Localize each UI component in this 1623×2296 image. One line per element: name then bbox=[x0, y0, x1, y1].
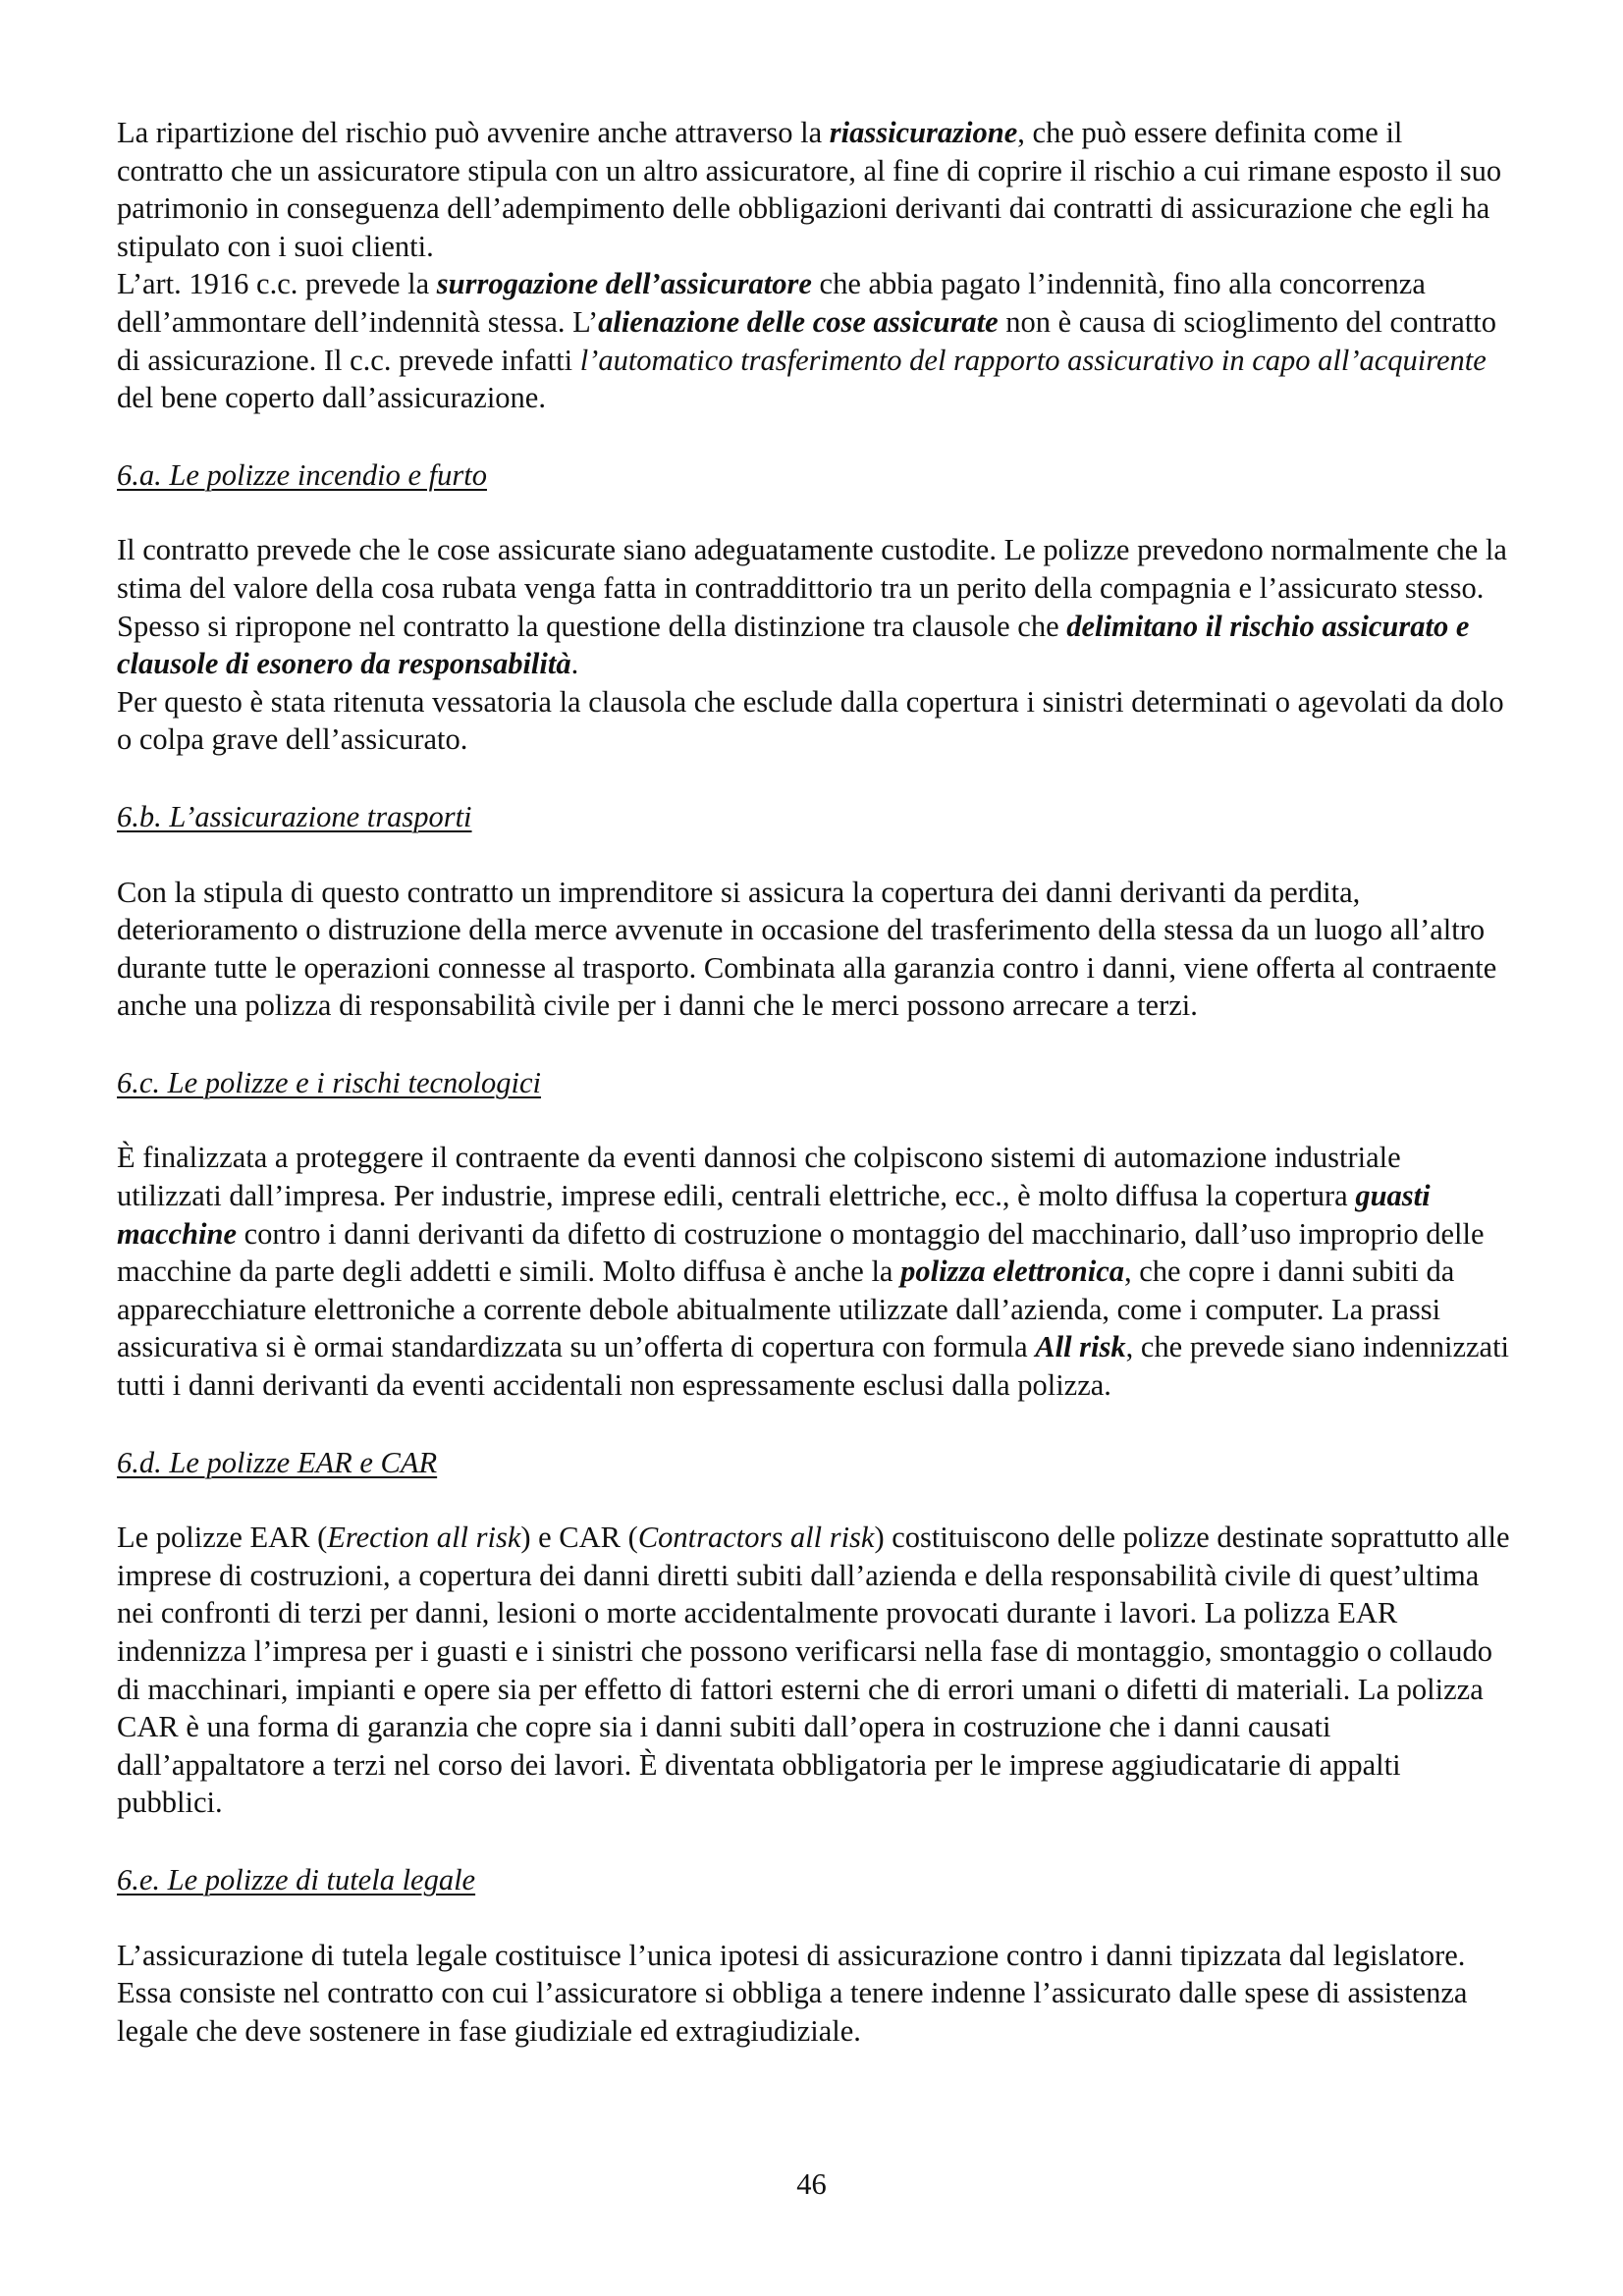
spacer bbox=[117, 1025, 1511, 1064]
italic-phrase: Contractors all risk bbox=[637, 1521, 875, 1555]
italic-phrase: l’automatico trasferimento del rapporto assicurativo in capo all’acquirente bbox=[579, 343, 1487, 377]
text-run: , che può essere definita come il contratto che un assicuratore stipula con un altro assicuratore, al fine di coprire il rischio a cui rimane esposto il suo patrimonio in conseguenza dell’adempimento delle obbligazioni derivanti dai contratti di assicurazione che egli ha stipulato con i suoi clienti. bbox=[117, 116, 1502, 263]
section-6c-paragraph-1 bbox=[117, 1139, 1511, 1404]
spacer bbox=[117, 1481, 1511, 1519]
spacer bbox=[117, 1405, 1511, 1444]
text-run: contro i danni derivanti da difetto di costruzione o montaggio del macchinario, dall’uso improprio delle macchine da parte degli addetti e simili. Molto diffusa è anche la bbox=[117, 1216, 1485, 1289]
text-run: non è causa di scioglimento del contratto di assicurazione. Il c.c. prevede infatti bbox=[117, 304, 1496, 377]
section-heading-6b: 6.b. L’assicurazione trasporti bbox=[117, 799, 472, 833]
intro-paragraph-reinsurance bbox=[117, 114, 1511, 265]
section-heading-6a: 6.a. Le polizze incendio e furto bbox=[117, 457, 487, 492]
emphasis-term: polizza elettronica bbox=[900, 1255, 1124, 1289]
section-6b-paragraph-1 bbox=[117, 874, 1511, 1025]
spacer bbox=[117, 1899, 1511, 1937]
section-heading-6e: 6.e. Le polizze di tutela legale bbox=[117, 1862, 476, 1896]
italic-phrase: Erection all risk bbox=[327, 1521, 521, 1555]
spacer bbox=[117, 1101, 1511, 1139]
emphasis-term: All risk bbox=[1035, 1330, 1126, 1364]
emphasis-term: alienazione delle cose assicurate bbox=[598, 304, 999, 339]
text-run: ) e CAR ( bbox=[520, 1521, 638, 1555]
emphasis-term: delimitano il rischio assicurato e clausole di esonero da responsabilità bbox=[117, 609, 1470, 681]
emphasis-term: guasti macchine bbox=[117, 1179, 1431, 1251]
spacer bbox=[117, 494, 1511, 531]
section-6d-paragraph-1 bbox=[117, 1519, 1511, 1822]
emphasis-term: riassicurazione bbox=[829, 116, 1018, 149]
text-run: ) costituiscono delle polizze destinate soprattutto alle imprese di costruzioni, a copertura dei danni diretti subiti dall’azienda e della responsabilità civile di quest’ultima nei confronti di terzi per danni, lesioni o morte accidentalmente provocati durante i lavori. La polizza EAR indennizza l’impresa per i guasti e i sinistri che possono verificarsi nella fase di montaggio, smontaggio o collaudo di macchinari, impianti e opere sia per effetto di fattori esterni che di errori umani o difetti di materiali. La polizza CAR è una forma di garanzia che copre sia i danni subiti dall’opera in costruzione che i danni causati dall’appaltatore a terzi nel corso dei lavori. È diventata obbligatoria per le imprese aggiudicatarie di appalti pubblici. bbox=[117, 1521, 1510, 1820]
text-run: È finalizzata a proteggere il contraente da eventi dannosi che colpiscono sistemi di automazione industriale utilizzati dall’impresa. Per industrie, imprese edili, centrali elettriche, ecc., è molto diffusa la copertura bbox=[117, 1141, 1401, 1213]
page-content bbox=[117, 114, 1511, 2050]
text-run: che abbia pagato l’indennità, fino alla concorrenza dell’ammontare dell’indennità stessa. L’ bbox=[117, 267, 1426, 339]
emphasis-term: surrogazione dell’assicuratore bbox=[436, 267, 812, 301]
text-run: Il contratto prevede che le cose assicurate siano adeguatamente custodite. Le polizze prevedono normalmente che la stima del valore della cosa rubata venga fatta in contraddittorio tra un perito della compagnia e l’assicurato stesso. Spesso si ripropone nel contratto la questione della distinzione tra clausole che bbox=[117, 533, 1507, 643]
spacer bbox=[117, 1822, 1511, 1861]
page-number: 46 bbox=[796, 2167, 827, 2201]
spacer bbox=[117, 836, 1511, 874]
text-run: Con la stipula di questo contratto un imprenditore si assicura la copertura dei danni derivanti da perdita, deterioramento o distruzione della merce avvenute in occasione del trasferimento della stessa da un luogo all’altro durante tutte le operazioni connesse al trasporto. Combinata alla garanzia contro i danni, viene offerta al contraente anche una polizza di responsabilità civile per i danni che le merci possono arrecare a terzi. bbox=[117, 875, 1497, 1023]
text-run: Per questo è stata ritenuta vessatoria la clausola che esclude dalla copertura i sinistri determinati o agevolati da dolo o colpa grave dell’assicurato. bbox=[117, 684, 1504, 757]
text-run: La ripartizione del rischio può avvenire anche attraverso la bbox=[117, 116, 830, 149]
section-6a-paragraph-1 bbox=[117, 531, 1511, 682]
text-run: , che prevede siano indennizzati tutti i danni derivanti da eventi accidentali non espressamente esclusi dalla polizza. bbox=[117, 1330, 1510, 1403]
text-run: Le polizze EAR ( bbox=[117, 1521, 328, 1555]
text-run: . bbox=[570, 647, 579, 681]
text-run: , che copre i danni subiti da apparecchiature elettroniche a corrente debole abitualmente utilizzate dall’azienda, come i computer. La prassi assicurativa si è ormai standardizzata su un’offerta di copertura con formula bbox=[117, 1255, 1455, 1364]
text-run: L’assicurazione di tutela legale costituisce l’unica ipotesi di assicurazione contro i danni tipizzata dal legislatore. Essa consiste nel contratto con cui l’assicuratore si obbliga a tenere indenne l’assicurato dalle spese di assistenza legale che deve sostenere in fase giudiziale ed extragiudiziale. bbox=[117, 1938, 1468, 2048]
section-6e-paragraph-1 bbox=[117, 1937, 1511, 2051]
spacer bbox=[117, 759, 1511, 798]
text-run: del bene coperto dall’assicurazione. bbox=[117, 381, 546, 415]
spacer bbox=[117, 417, 1511, 456]
intro-paragraph-surrogation bbox=[117, 265, 1511, 416]
section-heading-6c: 6.c. Le polizze e i rischi tecnologici bbox=[117, 1065, 542, 1099]
section-heading-6d: 6.d. Le polizze EAR e CAR bbox=[117, 1445, 438, 1479]
text-run: L’art. 1916 c.c. prevede la bbox=[117, 267, 437, 301]
section-6a-paragraph-2 bbox=[117, 683, 1511, 759]
